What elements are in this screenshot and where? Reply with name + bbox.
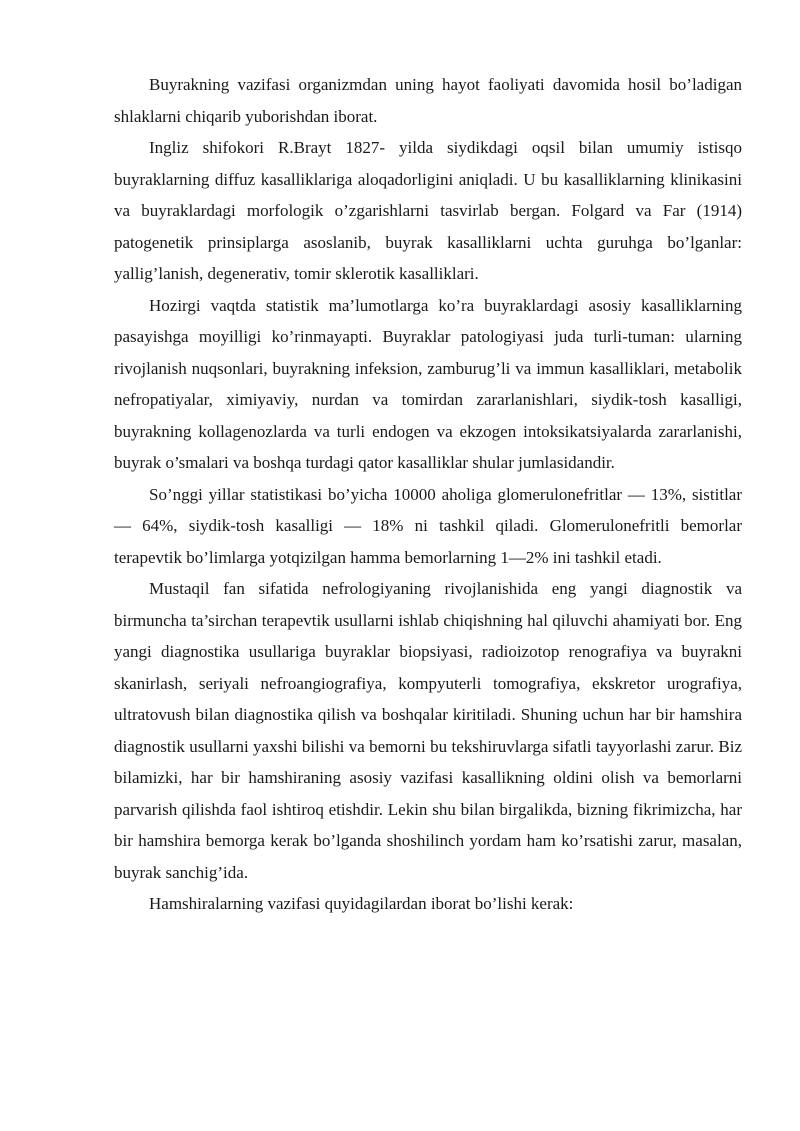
paragraph-current-statistics: Hozirgi vaqtda statistik ma’lumotlarga ko’ra buyraklardagi asosiy kasalliklarning pasayishga moyilligi ko’rinmayapti. Buyraklar patologiyasi juda turli-tuman: ularning rivojlanish nuqsonlari, buyrakning infeksion, zamburug’li va immun kasalliklari, metabolik nefropatiyalar, ximiyaviy, nurdan va tomirdan zararlanishlari, siydik-tosh kasalligi, buyrakning kollagenozlarda va turli endogen va ekzogen intoksikatsiyalarda zararlanishi, buyrak o’smalari va boshqa turdagi qator kasalliklar shular jumlasidandir. — [114, 295, 742, 472]
paragraph-bright-history: Ingliz shifokori R.Brayt 1827- yilda siydikdagi oqsil bilan umumiy istisqo buyraklarning diffuz kasalliklariga aloqadorligini aniqladi. U bu kasalliklarning klinikasini va buyraklardagi morfologik o’zgarishlarni tasvirlab bergan. Folgard va Far (1914) patogenetik prinsiplarga asoslanib, buyrak kasalliklarni uchta guruhga bo’lganlar: yallig’lanish, degenerativ, tomir sklerotik kasalliklari. — [114, 138, 742, 283]
document-body — [114, 69, 742, 920]
paragraph-kidney-function: Buyrakning vazifasi organizmdan uning hayot faoliyati davomida hosil bo’ladigan shlaklarni chiqarib yuborishdan iborat. — [114, 75, 742, 126]
paragraph-nurse-duties-intro: Hamshiralarning vazifasi quyidagilardan iborat bo’lishi kerak: — [149, 894, 574, 913]
paragraph-diagnostic-methods: Mustaqil fan sifatida nefrologiyaning rivojlanishida eng yangi diagnostik va birmuncha ta’sirchan terapevtik usullarni ishlab chiqishning hal qiluvchi ahamiyati bor. Eng yangi diagnostika usullariga buyraklar biopsiyasi, radioizotop renografiya va buyrakni skanirlash, seriyali nefroangiografiya, kompyuterli tomografiya, ekskretor urografiya, ultratovush bilan diagnostika qilish va boshqalar kiritiladi. Shuning uchun har bir hamshira diagnostik usullarni yaxshi bilishi va bemorni bu tekshiruvlarga sifatli tayyorlashi zarur. Biz bilamizki, har bir hamshiraning asosiy vazifasi kasallikning oldini olish va bemorlarni parvarish qilishda faol ishtiroq etishdir. Lekin shu bilan birgalikda, bizning fikrimizcha, har bir hamshira bemorga kerak bo’lganda shoshilinch yordam ham ko’rsatishi zarur, masalan, buyrak sanchig’ida. — [114, 579, 742, 882]
paragraph-disease-rates: So’nggi yillar statistikasi bo’yicha 10000 aholiga glomerulonefritlar — 13%, sistitlar — 64%, siydik-tosh kasalligi — 18% ni tashkil qiladi. Glomerulonefritli bemorlar terapevtik bo’limlarga yotqizilgan hamma bemorlarning 1—2% ini tashkil etadi. — [114, 484, 742, 567]
